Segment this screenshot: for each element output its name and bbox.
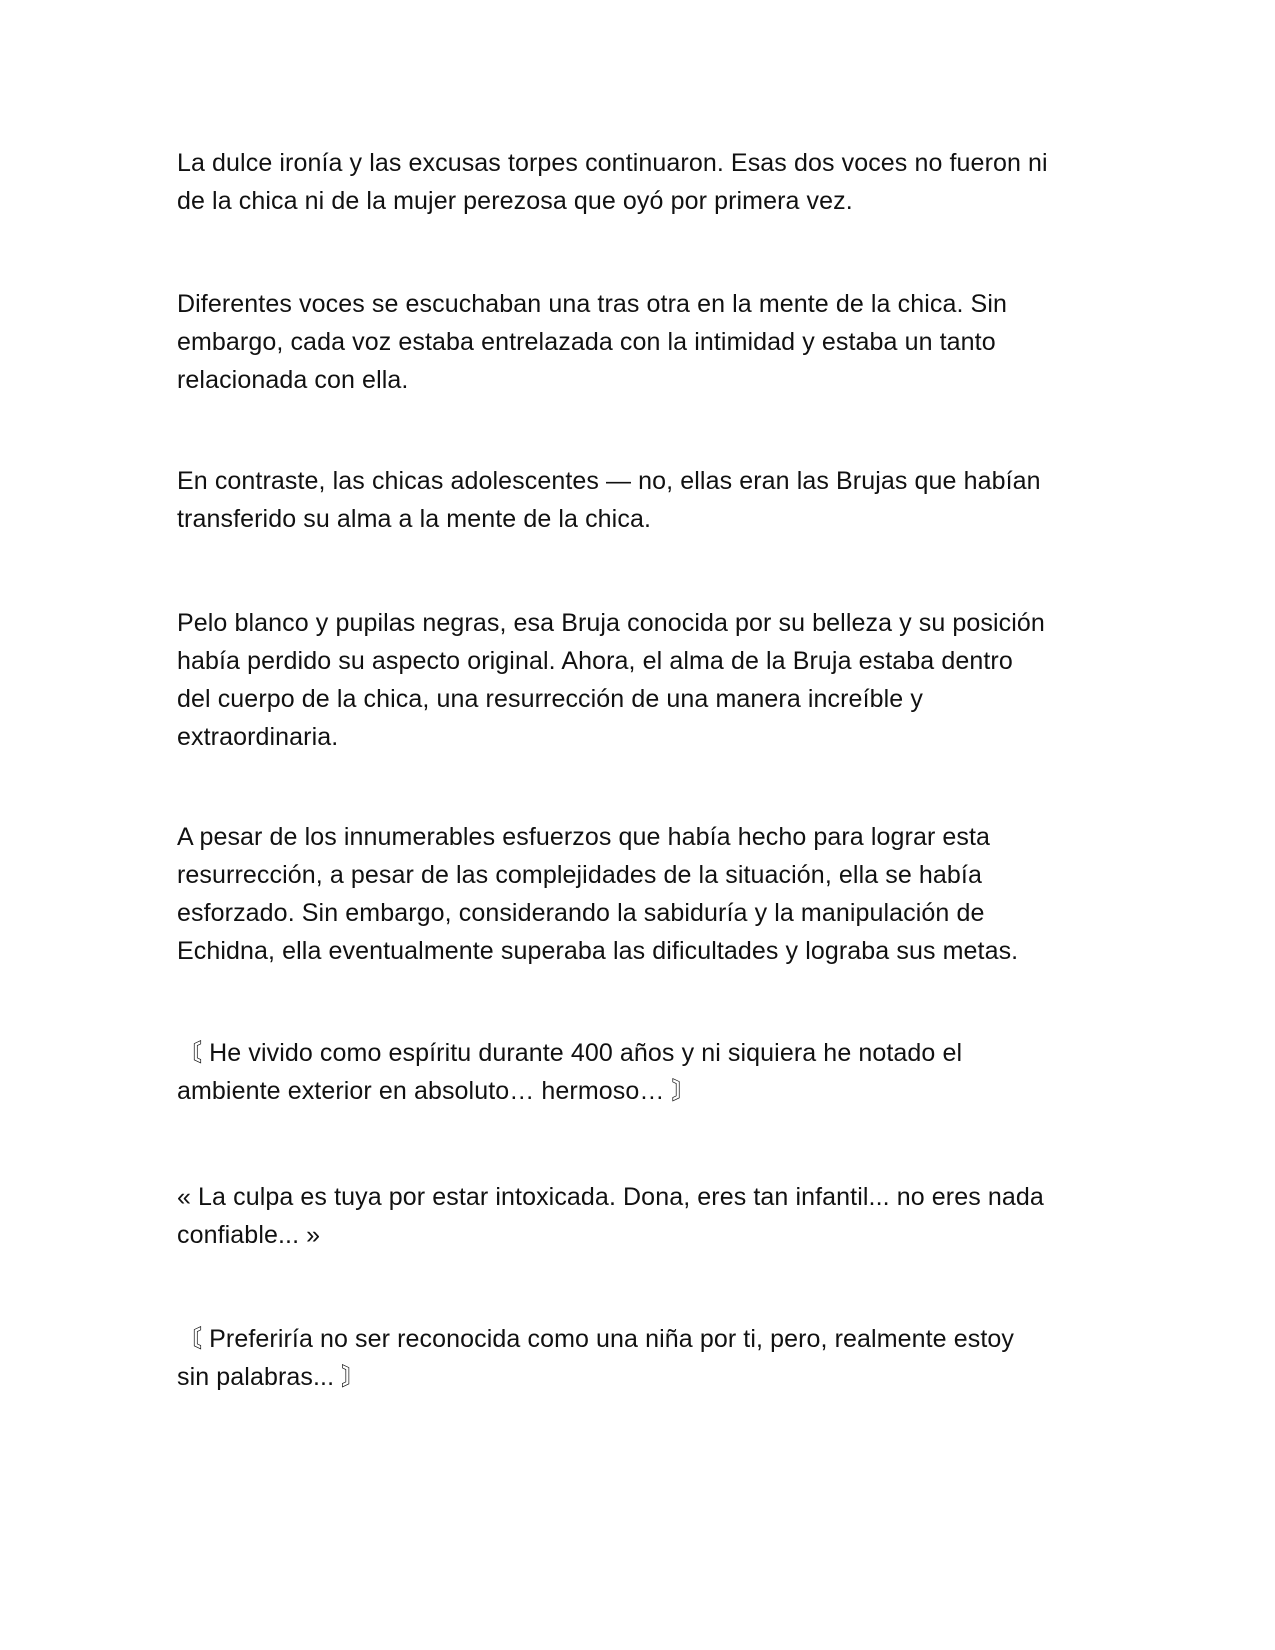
paragraph-2 — [177, 285, 1107, 399]
paragraph-line: « La culpa es tuya por estar intoxicada. Dona, eres tan infantil... no eres nada — [177, 1183, 1044, 1211]
paragraph-line: La dulce ironía y las excusas torpes continuaron. Esas dos voces no fueron ni — [177, 149, 1048, 177]
paragraph-line: relacionada con ella. — [177, 366, 409, 394]
paragraph-line: 〘 Preferiría no ser reconocida como una niña por ti, pero, realmente estoy — [177, 1325, 1014, 1353]
paragraph-line: 〘 He vivido como espíritu durante 400 años y ni siquiera he notado el — [177, 1039, 963, 1067]
paragraph-line: confiable... » — [177, 1221, 321, 1249]
paragraph-line: embargo, cada voz estaba entrelazada con la intimidad y estaba un tanto — [177, 328, 996, 356]
paragraph-line: resurrección, a pesar de las complejidades de la situación, ella se había — [177, 861, 982, 889]
paragraph-1 — [177, 144, 1107, 220]
paragraph-3 — [177, 462, 1107, 538]
paragraph-4 — [177, 604, 1107, 756]
paragraph-line: extraordinaria. — [177, 723, 339, 751]
paragraph-line: ambiente exterior en absoluto… hermoso… 〙 — [177, 1077, 697, 1105]
paragraph-8-dialogue — [177, 1320, 1107, 1396]
paragraph-line: Echidna, ella eventualmente superaba las dificultades y lograba sus metas. — [177, 937, 1019, 965]
paragraph-line: sin palabras... 〙 — [177, 1363, 367, 1391]
paragraph-line: Pelo blanco y pupilas negras, esa Bruja conocida por su belleza y su posición — [177, 609, 1045, 637]
paragraph-line: de la chica ni de la mujer perezosa que oyó por primera vez. — [177, 187, 853, 215]
paragraph-7-dialogue — [177, 1178, 1107, 1254]
paragraph-line: del cuerpo de la chica, una resurrección de una manera increíble y — [177, 685, 923, 713]
paragraph-line: A pesar de los innumerables esfuerzos que había hecho para lograr esta — [177, 823, 991, 851]
paragraph-line: En contraste, las chicas adolescentes — no, ellas eran las Brujas que habían — [177, 467, 1041, 495]
paragraph-5 — [177, 818, 1107, 970]
paragraph-line: Diferentes voces se escuchaban una tras otra en la mente de la chica. Sin — [177, 290, 1007, 318]
paragraph-6-dialogue — [177, 1034, 1107, 1110]
paragraph-line: esforzado. Sin embargo, considerando la sabiduría y la manipulación de — [177, 899, 985, 927]
paragraph-line: había perdido su aspecto original. Ahora, el alma de la Bruja estaba dentro — [177, 647, 1013, 675]
paragraph-line: transferido su alma a la mente de la chica. — [177, 505, 651, 533]
